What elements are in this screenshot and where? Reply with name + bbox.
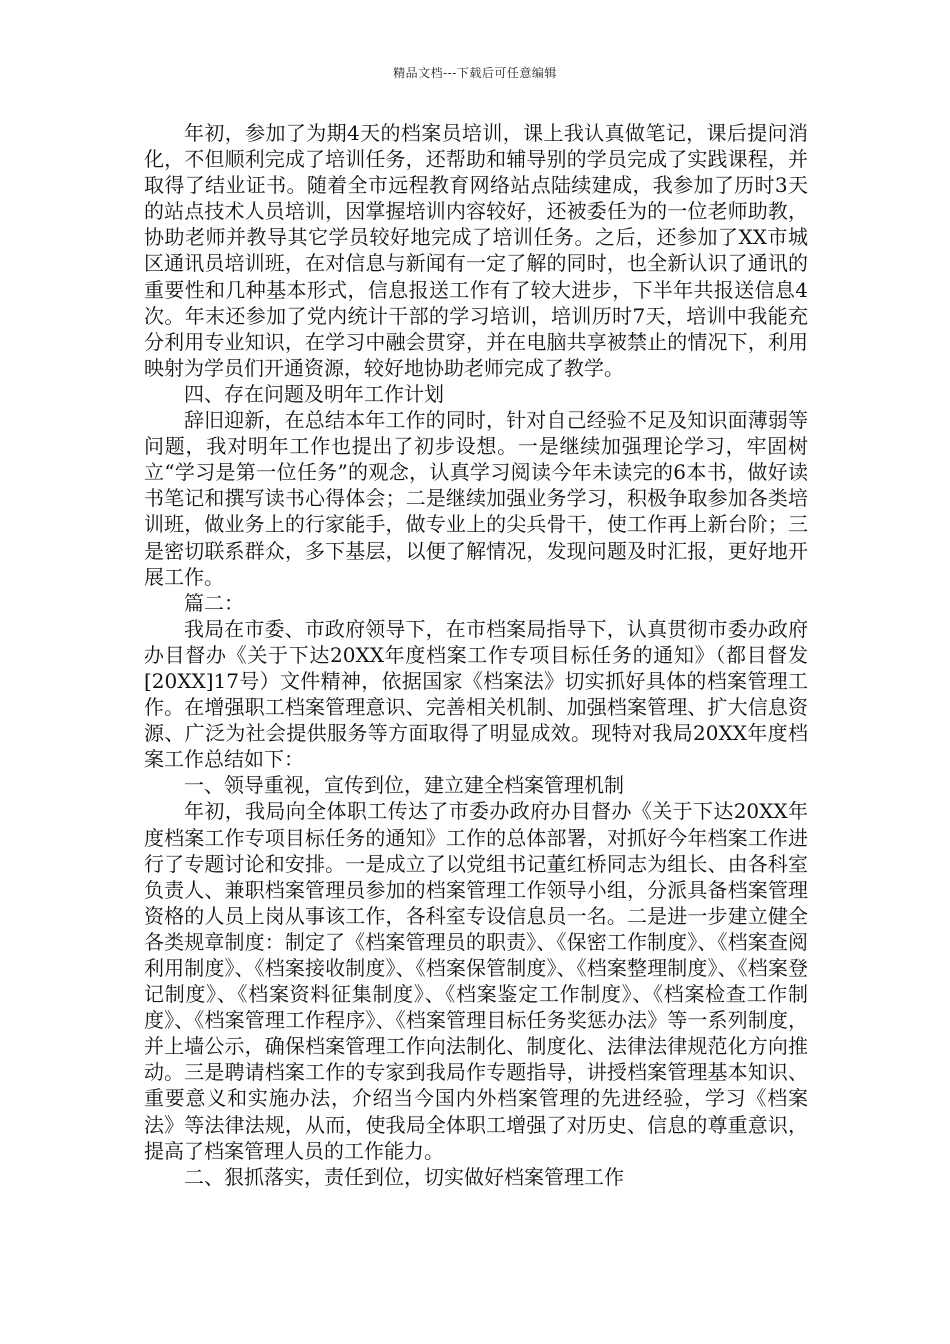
paragraph-training: 年初，参加了为期4天的档案员培训，课上我认真做笔记，课后提问消化，不但顺利完成了培训任务，还帮助和辅导别的学员完成了实践课程，并取得了结业证书。随着全市远程教育网络站点陆续建成，我参加了历时3天的站点技术人员培训，因掌握培训内容较好，还被委任为的一位老师助教，协助老师并教导其它学员较好地完成了培训任务。之后，还参加了XX市城区通讯员培训班，在对信息与新闻有一定了解的同时，也全新认识了通讯的重要性和几种基本形式，信息报送工作有了较大进步，下半年共报送信息4次。年末还参加了党内统计干部的学习培训，培训历时7天，培训中我能充分利用专业知识，在学习中融会贯穿，并在电脑共享被禁止的情况下，利用映射为学员们开通资源，较好地协助老师完成了教学。: [144, 121, 808, 380]
section-heading-problems-plan: 四、存在问题及明年工作计划: [184, 381, 444, 406]
page-header: 精品文档---下载后可任意编辑: [393, 66, 557, 80]
document-body: [144, 120, 808, 1190]
paragraph-leadership-details: 年初，我局向全体职工传达了市委办政府办目督办《关于下达20XX年度档案工作专项目标任务的通知》工作的总体部署，对抓好今年档案工作进行了专题讨论和安排。一是成立了以党组书记董红桥同志为组长、由各科室负责人、兼职档案管理员参加的档案管理工作领导小组，分派具备档案管理资格的人员上岗从事该工作，各科室专设信息员一名。二是进一步建立健全各类规章制度：制定了《档案管理员的职责》、《保密工作制度》、《档案查阅利用制度》、《档案接收制度》、《档案保管制度》、《档案整理制度》、《档案登记制度》、《档案资料征集制度》、《档案鉴定工作制度》、《档案检查工作制度》、《档案管理工作程序》、《档案管理目标任务奖惩办法》等一系列制度，并上墙公示，确保档案管理工作向法制化、制度化、法律法律规范化方向推动。三是聘请档案工作的专家到我局作专题指导，讲授档案管理基本知识、重要意义和实施办法，介绍当今国内外档案管理的先进经验，学习《档案法》等法律法规，从而，使我局全体职工增强了对历史、信息的尊重意识，提高了档案管理人员的工作能力。: [144, 799, 808, 1163]
part-two-heading: 篇二：: [184, 590, 244, 615]
section-heading-implementation: 二、狠抓落实，责任到位，切实做好档案管理工作: [184, 1164, 624, 1189]
paragraph-intro-archive-work: 我局在市委、市政府领导下，在市档案局指导下，认真贯彻市委办政府办目督办《关于下达20XX年度档案工作专项目标任务的通知》（都目督发[20XX]17号）文件精神，依据国家《档案法》切实抓好具体的档案管理工作。在增强职工档案管理意识、完善相关机制、加强档案管理、扩大信息资源、广泛为社会提供服务等方面取得了明显成效。现特对我局20XX年度档案工作总结如下：: [144, 616, 808, 772]
paragraph-next-year-plan: 辞旧迎新，在总结本年工作的同时，针对自己经验不足及知识面薄弱等问题，我对明年工作也提出了初步设想。一是继续加强理论学习，牢固树立“学习是第一位任务”的观念，认真学习阅读今年未读完的6本书，做好读书笔记和撰写读书心得体会；二是继续加强业务学习，积极争取参加各类培训班，做业务上的行家能手，做专业上的尖兵骨干，使工作再上新台阶；三是密切联系群众，多下基层，以便了解情况，发现问题及时汇报，更好地开展工作。: [144, 408, 808, 589]
section-heading-leadership: 一、领导重视，宣传到位，建立建全档案管理机制: [184, 773, 624, 798]
